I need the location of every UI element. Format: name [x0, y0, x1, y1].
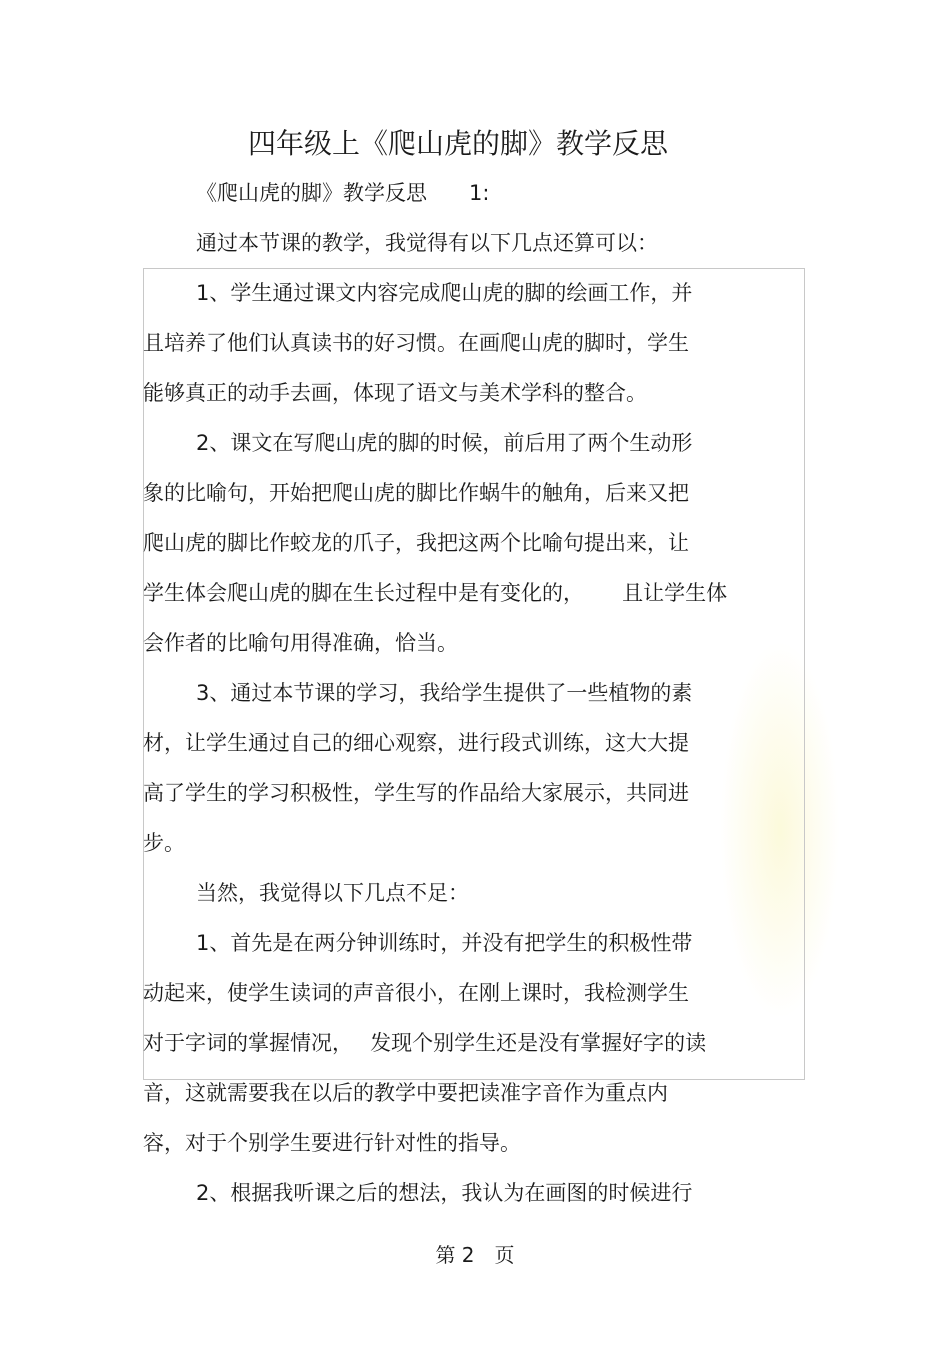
text-line: 当然，我觉得以下几点不足： — [196, 881, 469, 905]
text-line: 且培养了他们认真读书的好习惯。在画爬山虎的脚时，学生 — [143, 331, 689, 355]
text-line: 爬山虎的脚比作蛟龙的爪子，我把这两个比喻句提出来，让 — [143, 531, 689, 555]
text-line: 音，这就需要我在以后的教学中要把读准字音作为重点内 — [143, 1081, 668, 1105]
text-line: 学生体会爬山虎的脚在生长过程中是有变化的， 且让学生体 — [143, 581, 728, 605]
intro-line: 通过本节课的教学，我觉得有以下几点还算可以： — [196, 231, 658, 255]
text-line: 象的比喻句，开始把爬山虎的脚比作蜗牛的触角，后来又把 — [143, 481, 689, 505]
text-line: 容，对于个别学生要进行针对性的指导。 — [143, 1131, 521, 1155]
text-line: 2、课文在写爬山虎的脚的时候，前后用了两个生动形 — [196, 431, 693, 455]
text-line: 对于字词的掌握情况， 发现个别学生还是没有掌握好字的读 — [143, 1031, 707, 1055]
text-line: 3、通过本节课的学习，我给学生提供了一些植物的素 — [196, 681, 693, 705]
text-line: 2、根据我听课之后的想法，我认为在画图的时候进行 — [196, 1181, 693, 1205]
text-line: 1、学生通过课文内容完成爬山虎的脚的绘画工作，并 — [196, 281, 693, 305]
text-line: 动起来，使学生读词的声音很小，在刚上课时，我检测学生 — [143, 981, 689, 1005]
page-number: 第 2 页 — [435, 1243, 515, 1267]
text-line: 能够真正的动手去画，体现了语文与美术学科的整合。 — [143, 381, 647, 405]
document-title: 四年级上《爬山虎的脚》教学反思 — [247, 127, 668, 160]
subtitle: 《爬山虎的脚》教学反思 1: — [196, 181, 490, 205]
text-line: 1、首先是在两分钟训练时，并没有把学生的积极性带 — [196, 931, 693, 955]
text-line: 高了学生的学习积极性，学生写的作品给大家展示，共同进 — [143, 781, 689, 805]
text-line: 材，让学生通过自己的细心观察，进行段式训练，这大大提 — [143, 731, 689, 755]
text-line: 步。 — [143, 831, 185, 855]
text-line: 会作者的比喻句用得准确，恰当。 — [143, 631, 458, 655]
